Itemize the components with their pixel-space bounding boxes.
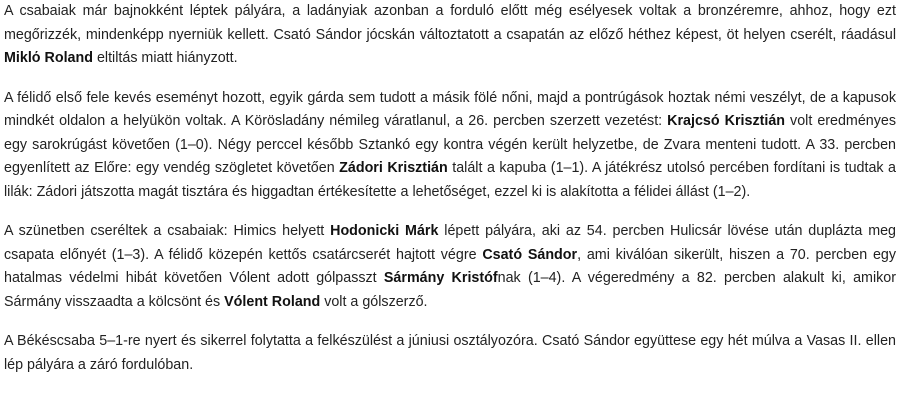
paragraph-intro [4, 0, 896, 71]
player-name: Sármány Kristóf [383, 270, 498, 286]
text-run: volt a gólszerző. [320, 293, 428, 310]
text-run: A Békéscsaba 5–1-re nyert és sikerrel folytatta a felkészülést a júniusi osztályozóra. Csató Sándor együttese egy hét múlva a Vasas II. ellen lép pályára a záró fordulóban. [4, 333, 896, 373]
text-run: A csabaiak már bajnokként léptek pályára, a ladányiak azonban a forduló előtt még esélyesek voltak a bronzéremre, ahhoz, hogy ezt megőrizzék, mindenképp nyerniük kellett. Csató Sándor jócskán változtatott a csapatán az előző héthez képest, öt helyen cserélt, ráadásul [4, 3, 896, 43]
text-run: lépett pályára, aki az 54. percben Hulicsár lövése után duplázta meg csapata előnyét (1–3). A félidő közepén kettős csatárcserét hajtott végre [4, 223, 897, 263]
player-name: Vólent Roland [224, 293, 321, 310]
player-name: Zádori Krisztián [339, 160, 448, 176]
text-run: nak (1–4). A végeredmény a 82. percben alakult ki, amikor Sármány visszaadta a kölcsönt és [4, 270, 896, 310]
player-name: Hodonicki Márk [330, 223, 439, 239]
paragraph-first-half [4, 87, 896, 205]
text-run: A félidő első fele kevés eseményt hozott, egyik gárda sem tudott a másik fölé nőni, majd a pontrúgások hoztak némi veszélyt, de a kapusok mindkét oldalon a helyükön voltak. A Körösladány némileg váratlanul, a 26. percben szerzett vezetést: [4, 89, 896, 129]
coach-name: Csató Sándor [482, 246, 578, 263]
text-run: eltiltás miatt hiányzott. [92, 50, 238, 66]
article-body [4, 0, 896, 393]
paragraph-second-half [4, 220, 896, 314]
paragraph-conclusion [4, 330, 896, 377]
text-run: , ami kiválóan sikerült, hiszen a 70. percben egy hatalmas védelmi hibát követően Vólent adott gólpasszt [4, 246, 896, 286]
text-run: volt eredményes egy sarokrúgást követően (1–0). Négy perccel később Sztankó egy kontra végén került helyzetbe, de Zvara menteni tudott. A 33. percben egyenlített az Előre: egy vendég szögletet követően [4, 113, 896, 176]
text-run: A szünetben cseréltek a csabaiak: Himics helyett [4, 223, 331, 239]
player-name: Krajcsó Krisztián [667, 113, 786, 129]
text-run: talált a kapuba (1–1). A játékrész utolsó percében fordítani is tudtak a lilák: Zádori játszotta magát tisztára és higgadtan értékesítette a lehetőséget, ezzel ki is alakította a félidei állást (1–2). [4, 160, 896, 200]
player-name: Miklό Roland [4, 50, 93, 66]
